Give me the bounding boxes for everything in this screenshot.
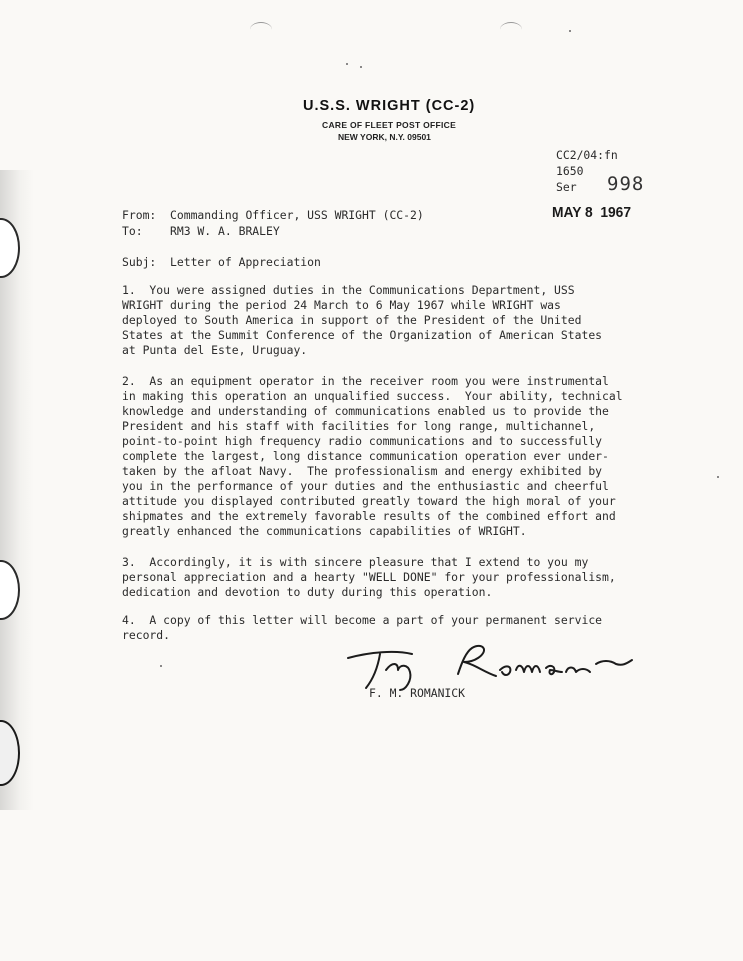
to-line: To: RM3 W. A. BRALEY <box>122 224 280 238</box>
handwritten-signature <box>340 634 640 694</box>
ser-number: 998 <box>607 173 645 195</box>
paragraph-1: 1. You were assigned duties in the Communications Department, USS WRIGHT during the period 24 March to 6 May 1967 while WRIGHT was deployed to South America in support of the President of the United States at the Summit Conference of the Organization of American States at Punta del Este, Uruguay. <box>122 283 603 357</box>
scan-speck <box>346 63 348 65</box>
letterhead-care-of: CARE OF FLEET POST OFFICE <box>322 120 457 130</box>
scan-speck <box>160 665 162 667</box>
scan-speck <box>360 66 362 68</box>
subject-line: Subj: Letter of Appreciation <box>122 255 321 269</box>
from-line: From: Commanding Officer, USS WRIGHT (CC-2) <box>122 208 424 222</box>
letterhead-ship-name: U.S.S. WRIGHT (CC-2) <box>303 98 476 114</box>
paper-notch-right <box>500 22 522 37</box>
paragraph-3: 3. Accordingly, it is with sincere pleasure that I extend to you my personal appreciation and a hearty "WELL DONE" for your professionalism, dedication and devotion to duty during this operation. <box>122 555 616 599</box>
signer-name: F. M. ROMANICK <box>369 686 466 700</box>
serial-code: 1650 <box>556 164 584 178</box>
scan-speck <box>569 30 571 32</box>
ser-label: Ser <box>556 180 577 194</box>
date-stamp: MAY 8 1967 <box>552 204 632 221</box>
paper-notch-left <box>250 22 272 37</box>
paragraph-4: 4. A copy of this letter will become a part of your permanent service record. <box>122 613 603 642</box>
scan-speck <box>717 476 719 478</box>
file-code: CC2/04:fn <box>556 148 618 162</box>
paragraph-2: 2. As an equipment operator in the receiver room you were instrumental in making this operation an unqualified success. Your ability, technical knowledge and understanding of communications enabled us to provide the President and his staff with facilities for long range, multichannel, point-to-point high frequency radio communications and to successfully complete the largest, long distance communication operation ever under- taken by the afloat Navy. The professionalism and energy exhibited by you in the performance of your duties and the enthusiastic and cheerful attitude you displayed contributed greatly toward the high moral of your shipmates and the extremely favorable results of the combined effort and greatly enhanced the communications capabilities of WRIGHT. <box>122 374 623 538</box>
letterhead-city: NEW YORK, N.Y. 09501 <box>338 132 431 142</box>
